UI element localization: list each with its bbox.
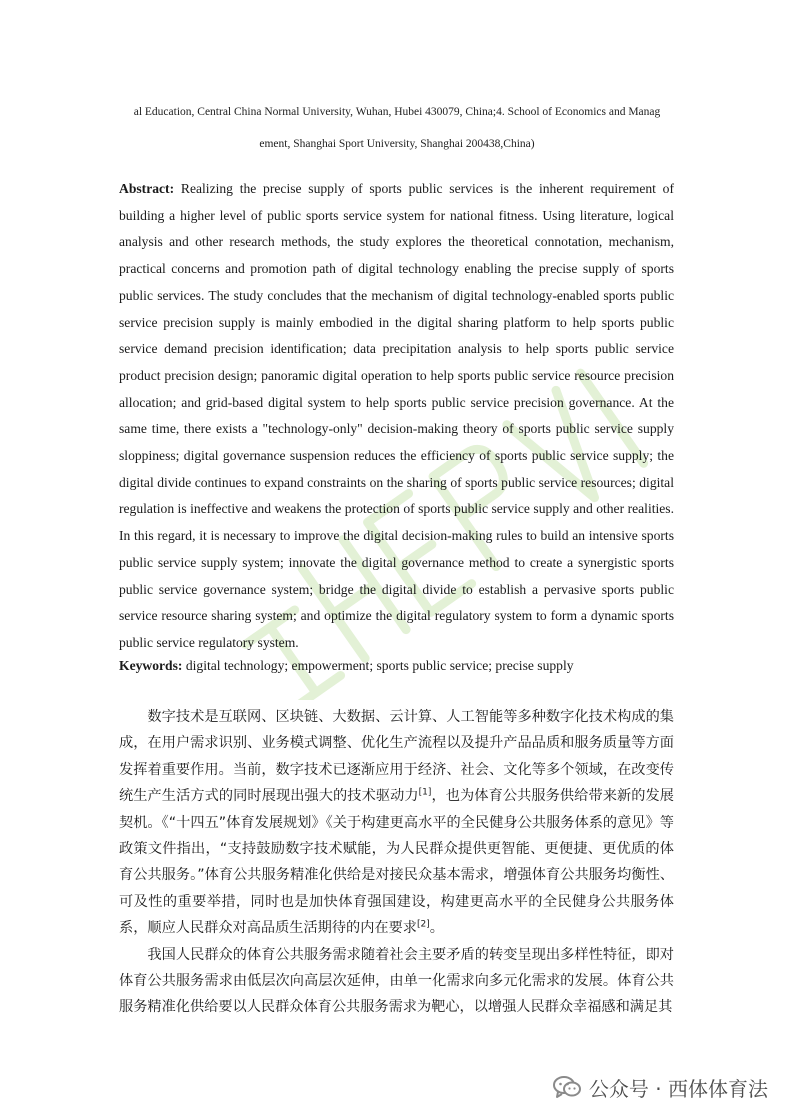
affiliation-line-1: al Education, Central China Normal University, Wuhan, Hubei 430079, China;4. School of Economics and Manag [133, 106, 661, 118]
keywords-label: Keywords: [119, 658, 183, 673]
citation-ref-2[interactable]: [2] [416, 919, 430, 930]
keywords-text: digital technology; empowerment; sports public service; precise supply [185, 658, 574, 673]
wechat-account-mark[interactable] [553, 1072, 768, 1102]
body-paragraph-2: 我国人民群众的体育公共服务需求随着社会主要矛盾的转变呈现出多样性特征，即对体育公共服务需求由低层次向高层次延伸，由单一化需求向多元化需求的发展。体育公共服务精准化供给要以人民群众体育公共服务需求为靶心，以增强人民群众幸福感和满足其 [119, 946, 674, 1016]
abstract-text: Realizing the precise supply of sports public services is the inherent requirement of building a higher level of public sports service system for national fitness. Using literature, logical analysis and other research methods, the study explores the theoretical connotation, mechanism, practical concerns and promotion path of digital technology enabling the precise supply of sports public services. The study concludes that the mechanism of digital technology-enabled sports public service precision supply is mainly embodied in the digital sharing platform to help sports public service demand precision identification; data precipitation analysis to help sports public service product precision design; panoramic digital operation to help sports public service resource precision allocation; and grid-based digital system to help sports public service precision governance. At the same time, there exists a "technology-only" decision-making theory of sports public service supply sloppiness; digital governance suspension reduces the efficiency of sports public service supply; the digital divide continues to expand constraints on the sharing of sports public service resources; digital regulation is ineffective and weakens the protection of sports public service supply and other realities. In this regard, it is necessary to improve the digital decision-making rules to build an intensive sports public service supply system; innovate the digital governance method to create a synergistic sports public service governance system; bridge the digital divide to establish a pervasive sports public service resource sharing system; and optimize the digital regulatory system to form a dynamic sports public service regulatory system. [119, 181, 674, 650]
p1-part-c: 。 [429, 920, 444, 937]
p1-part-a: 数字技术是互联网、区块链、大数据、云计算、人工智能等多种数字化技术构成的集成，在用户需求识别、业务模式调整、优化生产流程以及提升产品品质和服务质量等方面发挥着重要作用。当前，数字技术已逐渐应用于经济、社会、文化等多个领域，在改变传统生产生活方式的同时展现出强大的技术驱动力 [119, 709, 674, 805]
body-paragraph-1 [119, 704, 674, 942]
affiliation-line-2: ement, Shanghai Sport University, Shanghai 200438,China) [259, 138, 535, 150]
keywords-block [119, 653, 679, 679]
abstract-label: Abstract: [119, 181, 175, 196]
citation-ref-1[interactable]: [1] [418, 787, 432, 798]
abstract-block [119, 176, 674, 657]
p1-part-b: ，也为体育公共服务供给带来新的发展契机。《“十四五”体育发展规划》《关于构建更高水平的全民健身公共服务体系的意见》等政策文件指出，“支持鼓励数字技术赋能，为人民群众提供更智能、更便捷、更优质的体育公共服务。”体育公共服务精准化供给是对接民众基本需求，增强体育公共服务均衡性、可及性的重要举措，同时也是加快体育强国建设，构建更高水平的全民健身公共服务体系，顺应人民群众对高品质生活期待的内在要求 [119, 788, 674, 937]
wechat-account-name: 公众号 · 西体体育法 [588, 1076, 768, 1101]
wechat-icon [553, 1075, 581, 1099]
body-text [119, 704, 674, 1021]
